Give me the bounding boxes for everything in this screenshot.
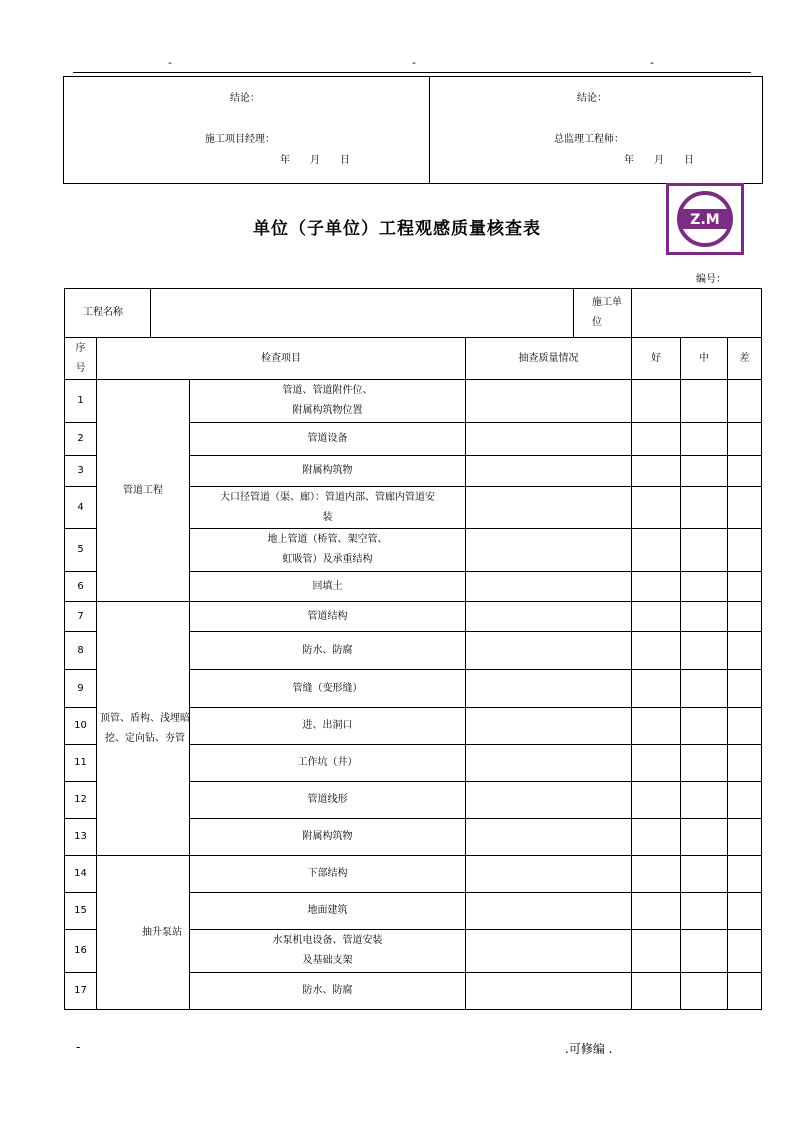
- month-label: 月: [310, 155, 320, 166]
- check-item: [190, 782, 466, 819]
- poor-cell[interactable]: [728, 782, 762, 819]
- footer-left: -: [76, 1040, 81, 1054]
- check-item-line: 地上管道（桥管、架空管、: [267, 534, 388, 545]
- condition-cell[interactable]: [466, 819, 632, 856]
- medium-cell[interactable]: [681, 572, 728, 602]
- poor-cell[interactable]: [728, 456, 762, 487]
- check-item: [190, 856, 466, 893]
- check-item-line: 水泵机电设备、管道安装: [272, 935, 383, 946]
- good-cell[interactable]: [632, 632, 681, 670]
- header-dash: -: [412, 56, 416, 69]
- month-label: 月: [654, 155, 664, 166]
- good-cell[interactable]: [632, 572, 681, 602]
- check-item-line: 防水、防腐: [302, 644, 353, 656]
- day-label: 日: [340, 155, 350, 166]
- contractor-value[interactable]: [632, 289, 762, 338]
- check-item-line: 附属构筑物位置: [292, 405, 363, 416]
- medium-cell[interactable]: [681, 529, 728, 572]
- good-cell[interactable]: [632, 423, 681, 456]
- good-cell[interactable]: [632, 602, 681, 632]
- check-item-line: 管道设备: [307, 433, 348, 444]
- medium-cell[interactable]: [681, 632, 728, 670]
- project-name-value[interactable]: [151, 289, 574, 338]
- check-item-line: 管道线形: [307, 794, 348, 805]
- poor-cell[interactable]: [728, 380, 762, 423]
- chief-supervisor-label: 总监理工程师：: [554, 134, 624, 145]
- row-number: 5: [65, 529, 97, 572]
- check-item-line: 下部结构: [307, 868, 348, 879]
- row-number: 16: [65, 930, 97, 973]
- condition-cell[interactable]: [466, 572, 632, 602]
- check-item: [190, 893, 466, 930]
- poor-cell[interactable]: [728, 423, 762, 456]
- good-cell[interactable]: [632, 380, 681, 423]
- check-item: [190, 819, 466, 856]
- page-title: 单位（子单位）工程观感质量核查表: [253, 219, 541, 239]
- row-number: 15: [65, 893, 97, 930]
- check-item-line: 进、出洞口: [302, 720, 353, 731]
- row-number: 1: [65, 380, 97, 423]
- header-rule: [73, 72, 751, 73]
- check-item: [190, 632, 466, 670]
- check-item: [190, 456, 466, 487]
- check-item: [190, 708, 466, 745]
- header-dash: -: [650, 56, 654, 69]
- good-cell[interactable]: [632, 708, 681, 745]
- condition-cell[interactable]: [466, 670, 632, 708]
- check-item: [190, 973, 466, 1010]
- row-number: 8: [65, 632, 97, 670]
- signoff-table: [63, 76, 763, 184]
- condition-cell[interactable]: [466, 782, 632, 819]
- year-label: 年: [624, 155, 634, 166]
- medium-cell[interactable]: [681, 856, 728, 893]
- check-item: [190, 930, 466, 973]
- condition-cell[interactable]: [466, 423, 632, 456]
- good-cell[interactable]: [632, 487, 681, 529]
- medium-cell[interactable]: [681, 487, 728, 529]
- condition-cell[interactable]: [466, 380, 632, 423]
- medium-cell[interactable]: [681, 708, 728, 745]
- check-item-line: 回填土: [312, 580, 343, 592]
- check-item-line: 虹吸管）及承重结构: [282, 554, 373, 565]
- medium-cell[interactable]: [681, 819, 728, 856]
- medium-cell[interactable]: [681, 602, 728, 632]
- project-name-label: 工程名称: [65, 289, 151, 338]
- group-label: [97, 380, 190, 602]
- table-row: [65, 856, 762, 893]
- check-item: [190, 670, 466, 708]
- row-number: 4: [65, 487, 97, 529]
- good-header: 好: [632, 338, 681, 380]
- poor-cell[interactable]: [728, 708, 762, 745]
- check-item: [190, 529, 466, 572]
- poor-header: 差: [728, 338, 762, 380]
- medium-cell[interactable]: [681, 456, 728, 487]
- good-cell[interactable]: [632, 670, 681, 708]
- row-number: 10: [65, 708, 97, 745]
- row-number: 3: [65, 456, 97, 487]
- good-cell[interactable]: [632, 745, 681, 782]
- group-label: [97, 856, 190, 1010]
- condition-cell[interactable]: [466, 745, 632, 782]
- row-number: 9: [65, 670, 97, 708]
- good-cell[interactable]: [632, 973, 681, 1010]
- medium-cell[interactable]: [681, 380, 728, 423]
- condition-cell[interactable]: [466, 456, 632, 487]
- company-logo: [666, 183, 744, 255]
- check-item: [190, 380, 466, 423]
- check-item-line: 附属构筑物: [302, 465, 353, 476]
- good-cell[interactable]: [632, 856, 681, 893]
- group-label-text: 顶管、盾构、浅埋暗挖、定向钻、夯管: [100, 712, 190, 744]
- good-cell[interactable]: [632, 529, 681, 572]
- row-number: 12: [65, 782, 97, 819]
- condition-cell[interactable]: [466, 856, 632, 893]
- row-number: 6: [65, 572, 97, 602]
- good-cell[interactable]: [632, 456, 681, 487]
- check-item-line: 及基础支架: [302, 955, 353, 966]
- day-label: 日: [684, 155, 694, 166]
- row-number: 2: [65, 423, 97, 456]
- poor-cell[interactable]: [728, 529, 762, 572]
- condition-cell[interactable]: [466, 893, 632, 930]
- row-number: 13: [65, 819, 97, 856]
- poor-cell[interactable]: [728, 930, 762, 973]
- conclusion-label: 结论：: [577, 93, 607, 104]
- medium-cell[interactable]: [681, 973, 728, 1010]
- poor-cell[interactable]: [728, 632, 762, 670]
- poor-cell[interactable]: [728, 819, 762, 856]
- condition-cell[interactable]: [466, 632, 632, 670]
- medium-cell[interactable]: [681, 782, 728, 819]
- good-cell[interactable]: [632, 930, 681, 973]
- doc-number-label: 编号：: [696, 274, 726, 285]
- poor-cell[interactable]: [728, 856, 762, 893]
- medium-header: 中: [681, 338, 728, 380]
- check-item: [190, 572, 466, 602]
- poor-cell[interactable]: [728, 973, 762, 1010]
- check-item: [190, 423, 466, 456]
- medium-cell[interactable]: [681, 930, 728, 973]
- table-header-row: [65, 338, 762, 380]
- check-item-line: 装: [322, 511, 333, 523]
- check-item-line: 地面建筑: [307, 905, 348, 916]
- condition-cell[interactable]: [466, 529, 632, 572]
- inspection-table: [64, 288, 762, 1010]
- group-label-text: 抽升泵站: [142, 926, 182, 938]
- condition-header: 抽查质量情况: [466, 338, 632, 380]
- table-row: [65, 380, 762, 423]
- check-item-line: 大口径管道（渠、廊）：管道内部、管廊内管道安: [220, 491, 435, 503]
- poor-cell[interactable]: [728, 487, 762, 529]
- check-item: [190, 487, 466, 529]
- row-number: 11: [65, 745, 97, 782]
- check-item-line: 管道结构: [307, 610, 348, 622]
- year-label: 年: [280, 155, 290, 166]
- good-cell[interactable]: [632, 782, 681, 819]
- condition-cell[interactable]: [466, 973, 632, 1010]
- check-item-line: 管道、管道附件位、: [282, 385, 373, 396]
- poor-cell[interactable]: [728, 745, 762, 782]
- medium-cell[interactable]: [681, 423, 728, 456]
- check-item-line: 工作坑（井）: [297, 757, 358, 768]
- medium-cell[interactable]: [681, 670, 728, 708]
- conclusion-label: 结论：: [230, 93, 260, 104]
- condition-cell[interactable]: [466, 930, 632, 973]
- table-row: [65, 602, 762, 632]
- poor-cell[interactable]: [728, 670, 762, 708]
- check-item: [190, 745, 466, 782]
- check-item-line: 管缝（变形缝）: [292, 682, 363, 694]
- good-cell[interactable]: [632, 819, 681, 856]
- medium-cell[interactable]: [681, 745, 728, 782]
- item-header: 检查项目: [97, 338, 466, 380]
- row-number: 17: [65, 973, 97, 1010]
- check-item-line: 防水、防腐: [302, 985, 353, 996]
- condition-cell[interactable]: [466, 487, 632, 529]
- row-number: 14: [65, 856, 97, 893]
- poor-cell[interactable]: [728, 602, 762, 632]
- poor-cell[interactable]: [728, 893, 762, 930]
- footer-right: .可修编 .: [565, 1042, 613, 1056]
- seq-header: 序 号: [65, 338, 97, 380]
- condition-cell[interactable]: [466, 602, 632, 632]
- group-label-text: 管道工程: [123, 484, 163, 496]
- medium-cell[interactable]: [681, 893, 728, 930]
- logo-text: Z.M: [690, 212, 720, 228]
- check-item-line: 附属构筑物: [302, 831, 353, 842]
- contractor-label: 施工单位: [574, 289, 632, 338]
- condition-cell[interactable]: [466, 708, 632, 745]
- signoff-contractor-cell: [64, 77, 430, 184]
- check-item: [190, 602, 466, 632]
- signoff-supervisor-cell: [430, 77, 763, 184]
- group-label: [97, 602, 190, 856]
- header-dash: -: [168, 56, 172, 69]
- good-cell[interactable]: [632, 893, 681, 930]
- row-number: 7: [65, 602, 97, 632]
- poor-cell[interactable]: [728, 572, 762, 602]
- project-manager-label: 施工项目经理：: [205, 134, 275, 145]
